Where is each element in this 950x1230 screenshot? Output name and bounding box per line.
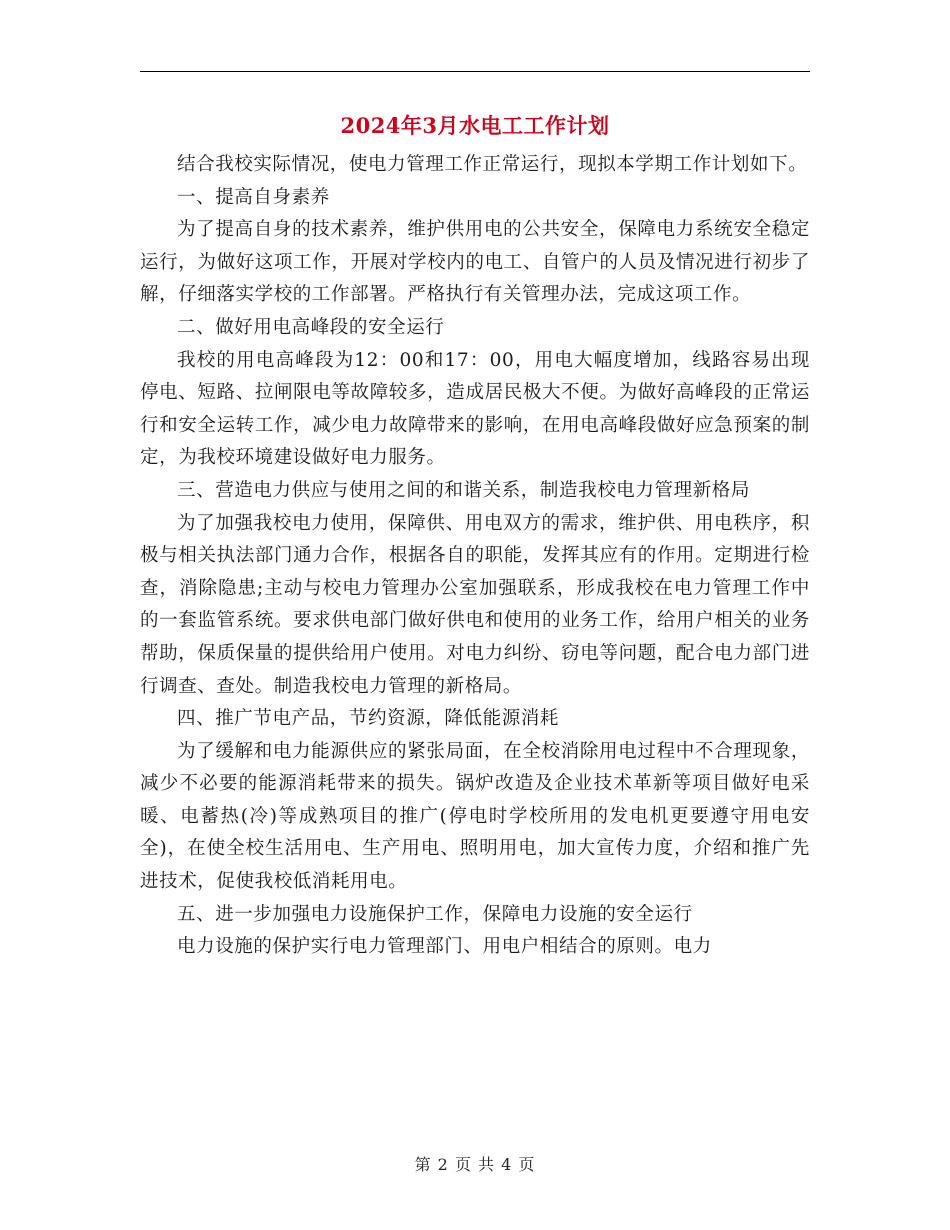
page-footer: 第 2 页 共 4 页 <box>414 1155 536 1174</box>
document-title: 2024年3月水电工工作计划 <box>340 113 610 138</box>
section-paragraph-3: 为了加强我校电力使用，保障供、用电双方的需求，维护供、用电秩序，积极与相关执法部门通力合作，根据各自的职能，发挥其应有的作用。定期进行检查，消除隐患;主动与校电力管理办公室加强联系，形成我校在电力管理工作中的一套监管系统。要求供电部门做好供电和使用的业务工作，给用户相关的业务帮助，保质保量的提供给用户使用。对电力纠纷、窃电等问题，配合电力部门进行调查、查处。制造我校电力管理的新格局。 <box>140 512 810 697</box>
section-paragraph-2: 我校的用电高峰段为12：00和17：00，用电大幅度增加，线路容易出现停电、短路、拉闸限电等故障较多，造成居民极大不便。为做好高峰段的正常运行和安全运转工作，减少电力故障带来的影响，在用电高峰段做好应急预案的制定，为我校环境建设做好电力服务。 <box>140 349 810 469</box>
section-heading-5: 五、进一步加强电力设施保护工作，保障电力设施的安全运行 <box>177 903 693 925</box>
section-heading-4: 四、推广节电产品，节约资源，降低能源消耗 <box>177 708 560 730</box>
section-paragraph-1: 为了提高自身的技术素养，维护供用电的公共安全，保障电力系统安全稳定运行，为做好这项工作，开展对学校内的电工、自管户的人员及情况进行初步了解，仔细落实学校的工作部署。严格执行有关管理办法，完成这项工作。 <box>140 219 810 306</box>
section-paragraph-4: 为了缓解和电力能源供应的紧张局面，在全校消除用电过程中不合理现象，减少不必要的能源消耗带来的损失。锅炉改造及企业技术革新等项目做好电采暖、电蓄热(冷)等成熟项目的推广(停电时学校所用的发电机更要遵守用电安全)，在使全校生活用电、生产用电、照明用电，加大宣传力度，介绍和推广先进技术，促使我校低消耗用电。 <box>140 740 810 893</box>
intro-paragraph: 结合我校实际情况，使电力管理工作正常运行，现拟本学期工作计划如下。 <box>177 154 808 175</box>
section-heading-1: 一、提高自身素养 <box>177 186 330 208</box>
section-paragraph-5: 电力设施的保护实行电力管理部门、用电户相结合的原则。电力 <box>177 936 712 958</box>
section-heading-3: 三、营造电力供应与使用之间的和谐关系，制造我校电力管理新格局 <box>177 479 751 501</box>
document-body <box>140 149 810 964</box>
header-rule <box>140 71 810 72</box>
section-heading-2: 二、做好用电高峰段的安全运行 <box>177 316 445 338</box>
